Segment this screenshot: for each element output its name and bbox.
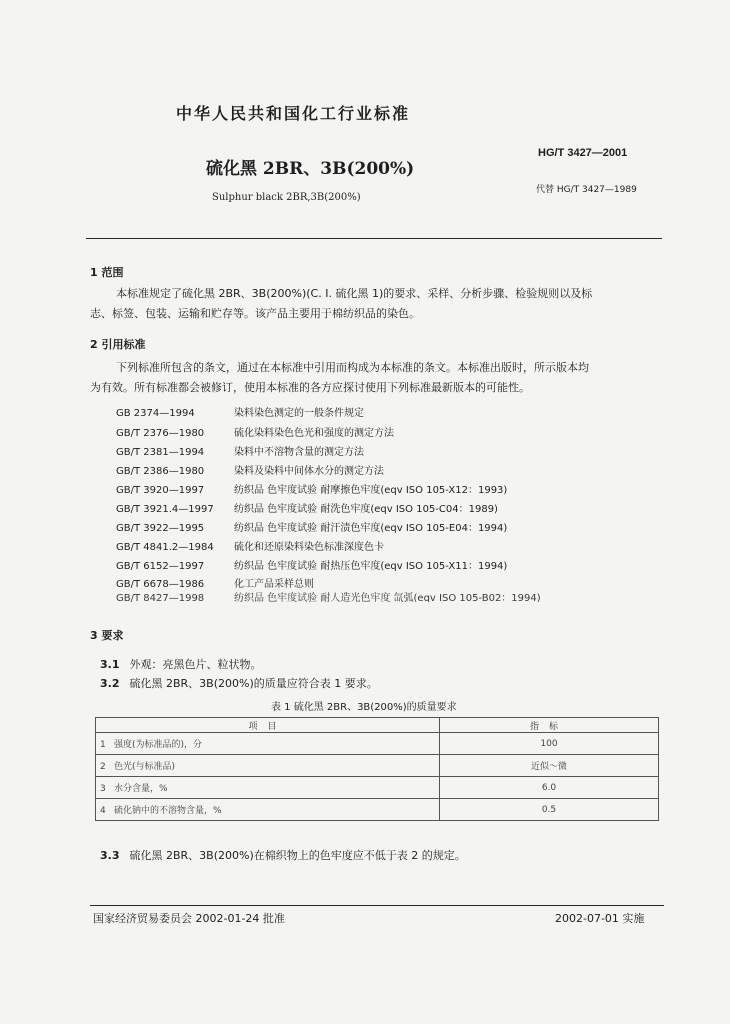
section-2-text-line-1: 下列标准所包含的条文，通过在本标准中引用而构成为本标准的条文。本标准出版时，所示版本均 [116,361,589,374]
item-label: 色光(与标准品) [114,762,176,772]
reference-code: GB/T 3922—1995 [116,523,205,534]
reference-item [116,500,498,515]
reference-title: 染料及染料中间体水分的测定方法 [234,466,384,477]
table-cell-item [96,733,440,755]
table-cell-item [96,755,440,777]
clause-text: 硫化黑 2BR、3B(200%)在棉织物上的色牢度应不低于表 2 的规定。 [129,849,466,862]
row-number: 2 [100,762,106,772]
reference-item [116,538,384,553]
document-title: 硫化黑 2BR、3B(200%) [206,159,415,179]
reference-code: GB/T 2376—1980 [116,428,205,439]
reference-title: 纺织品 色牢度试验 耐汗渍色牢度(eqv ISO 105-E04：1994) [234,523,508,534]
column-header-index: 指标 [440,718,659,733]
clause-3-1 [100,656,262,672]
row-number: 3 [100,784,106,794]
item-label: 强度(为标准品的)，分 [114,740,203,750]
table-cell-value: 100 [440,733,659,755]
table-row [96,755,659,777]
reference-item [116,443,364,458]
english-title: Sulphur black 2BR,3B(200%) [212,192,361,203]
row-number: 1 [100,740,106,750]
effective-date: 2002-07-01 实施 [555,912,645,925]
reference-title: 纺织品 色牢度试验 耐摩擦色牢度(eqv ISO 105-X12：1993) [234,485,508,496]
row-number: 4 [100,806,106,816]
reference-title: 化工产品采样总则 [234,579,314,590]
clause-text: 硫化黑 2BR、3B(200%)的质量应符合表 1 要求。 [129,677,378,690]
section-2-heading: 2 引用标准 [90,338,146,351]
standard-body-heading: 中华人民共和国化工行业标准 [176,104,411,123]
table-row [96,777,659,799]
reference-code: GB/T 8427—1998 [116,593,205,602]
clause-number: 3.3 [100,849,120,862]
top-divider [86,238,662,239]
table-header-row [96,718,659,733]
replaces-standard: 代替 HG/T 3427—1989 [536,185,637,195]
reference-code: GB/T 6678—1986 [116,579,205,590]
reference-item [116,404,364,419]
reference-code: GB/T 4841.2—1984 [116,542,214,553]
reference-title: 硫化染料染色色光和强度的测定方法 [234,428,394,439]
reference-title: 染料染色测定的一般条件规定 [234,408,364,419]
reference-item [116,519,507,534]
clause-number: 3.1 [100,658,120,671]
reference-code: GB/T 3920—1997 [116,485,205,496]
clause-3-3 [100,847,466,863]
table-cell-item [96,777,440,799]
reference-item [116,557,507,572]
reference-code: GB/T 6152—1997 [116,561,205,572]
table-row [96,733,659,755]
column-header-item: 项目 [96,718,440,733]
reference-code: GB/T 3921.4—1997 [116,504,214,515]
reference-code: GB/T 2386—1980 [116,466,205,477]
quality-requirements-table [95,717,659,821]
standard-code: HG/T 3427—2001 [538,147,628,159]
section-1-text-line-2: 志、标签、包装、运输和贮存等。该产品主要用于棉纺织品的染色。 [90,307,420,320]
footer-divider [90,905,664,906]
table-cell-item [96,799,440,821]
section-1-text-line-1: 本标准规定了硫化黑 2BR、3B(200%)(C. I. 硫化黑 1)的要求、采样、分析步骤、检验规则以及标 [116,287,593,300]
table-1-caption: 表 1 硫化黑 2BR、3B(200%)的质量要求 [271,702,457,713]
approval-note: 国家经济贸易委员会 2002-01-24 批准 [93,912,285,925]
item-label: 硫化钠中的不溶物含量，% [114,806,222,816]
reference-item [116,462,384,477]
reference-code: GB/T 2381—1994 [116,447,205,458]
table-cell-value: 近似～微 [440,755,659,777]
reference-item [116,575,314,590]
clause-text: 外观：亮黑色片、粒状物。 [129,658,262,671]
section-3-heading: 3 要求 [90,629,124,642]
table-cell-value: 0.5 [440,799,659,821]
reference-code: GB 2374—1994 [116,408,195,419]
reference-title: 硫化和还原染料染色标准深度色卡 [234,542,384,553]
clause-3-2 [100,675,378,691]
table-row [96,799,659,821]
reference-title: 纺织品 色牢度试验 耐热压色牢度(eqv ISO 105-X11：1994) [234,561,508,572]
reference-item-clipped [116,589,676,602]
reference-title: 染料中不溶物含量的测定方法 [234,447,364,458]
reference-title: 纺织品 色牢度试验 耐洗色牢度(eqv ISO 105-C04：1989) [234,504,498,515]
item-label: 水分含量，% [114,784,168,794]
reference-item [116,481,507,496]
reference-title: 纺织品 色牢度试验 耐人造光色牢度 氙弧(eqv ISO 105-B02：1994) [234,593,541,602]
section-2-text-line-2: 为有效。所有标准都会被修订，使用本标准的各方应探讨使用下列标准最新版本的可能性。 [90,381,530,394]
table-cell-value: 6.0 [440,777,659,799]
reference-item [116,424,394,439]
clause-number: 3.2 [100,677,120,690]
section-1-heading: 1 范围 [90,266,124,279]
